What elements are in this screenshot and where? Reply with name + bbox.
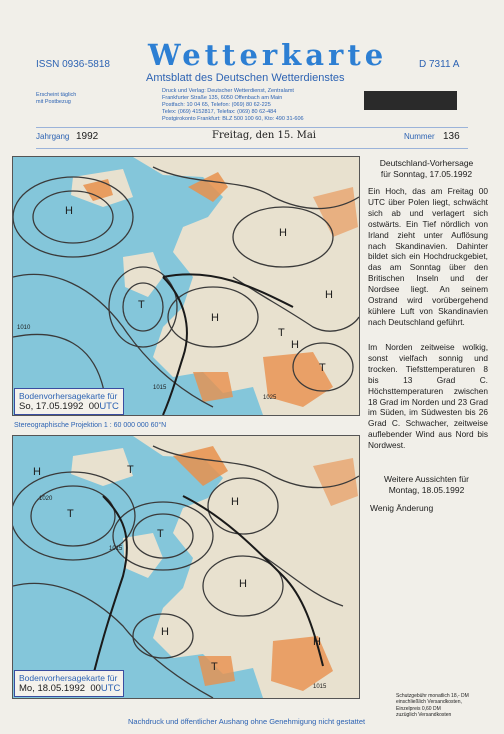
jahrgang-value: 1992 <box>76 131 99 142</box>
pressure-label: H <box>65 205 73 217</box>
publisher-line: Telex: (069) 4152817, Telefax: (069) 80 62-484 <box>162 109 277 115</box>
publication-note <box>36 92 76 106</box>
publisher-line: Postfach: 10 04 65, Telefon: (069) 80 62-225 <box>162 102 271 108</box>
pressure-label: H <box>291 339 299 351</box>
fee-note <box>396 693 469 718</box>
publisher-line: Postgirokonto Frankfurt: BLZ 500 100 60, Kto: 490 31-606 <box>162 116 304 122</box>
issn-number: ISSN 0936-5818 <box>36 59 110 70</box>
caption-title: Bodenvorhersagekarte für <box>19 673 118 683</box>
pressure-label: H <box>279 227 287 239</box>
caption-date <box>19 683 119 694</box>
page-subtitle: Amtsblatt des Deutschen Wetterdienstes <box>146 72 345 84</box>
pressure-label: T <box>211 661 218 673</box>
outlook-heading <box>364 474 489 496</box>
outlook-heading-line: Montag, 18.05.1992 <box>388 485 465 495</box>
nummer-label: Nummer <box>404 132 435 141</box>
caption-unit: UTC <box>100 683 121 694</box>
weather-map-graphic <box>13 436 359 698</box>
caption-time: 00 <box>88 401 100 412</box>
pressure-label: H <box>313 636 321 648</box>
divider <box>36 148 468 149</box>
pressure-label: T <box>278 327 285 339</box>
caption-day: So, 17.05.1992 <box>19 401 84 412</box>
pressure-label: H <box>161 626 169 638</box>
isobar-value: 1015 <box>109 546 123 552</box>
pressure-label: T <box>157 528 164 540</box>
publisher-info <box>162 88 304 123</box>
caption-time: 00 <box>90 683 101 694</box>
forecast-details: Im Norden zeitweise wolkig, sonst vielfach sonnig und trocken. Tiefsttemperaturen 8 bis 13 Grad C. Höchsttemperaturen zwischen 18 Grad im Norden und 23 Grad im Süden, im Südwesten bis 26 Grad C. Schwacher, zeitweise auflebender Wind aus Nord bis Nordwest. <box>368 342 488 451</box>
map-caption <box>14 388 124 415</box>
caption-title: Bodenvorhersagekarte für <box>19 391 118 401</box>
isobar-value: 1015 <box>313 684 327 690</box>
divider <box>36 127 468 128</box>
forecast-map-monday <box>12 435 360 699</box>
issue-date: Freitag, den 15. Mai <box>212 130 316 141</box>
weather-map-graphic <box>13 157 359 415</box>
isobar-value: 1015 <box>153 385 167 391</box>
forecast-map-sunday <box>12 156 360 416</box>
isobar-value: 1010 <box>17 325 31 331</box>
forecast-heading-line: für Sonntag, 17.05.1992 <box>380 169 473 179</box>
nummer-value: 136 <box>443 131 460 142</box>
pressure-label: H <box>211 312 219 324</box>
footer-note: Nachdruck und öffentlicher Aushang ohne Genehmigung nicht gestattet <box>128 717 366 726</box>
publication-note-line: Erscheint täglich <box>36 92 77 98</box>
publisher-line: Frankfurter Straße 135, 6050 Offenbach am Main <box>162 95 283 101</box>
isobar-value: 1020 <box>39 496 53 502</box>
caption-unit: UTC <box>99 401 119 412</box>
publication-note-line: mit Postbezug <box>36 99 71 105</box>
fee-line: einschließlich Versandkosten, <box>396 699 462 706</box>
fee-line: Einzelpreis 0,60 DM <box>396 705 441 712</box>
pressure-label: H <box>239 578 247 590</box>
postal-code: D 7311 A <box>419 59 460 70</box>
outlook-heading-line: Weitere Aussichten für <box>384 474 469 484</box>
pressure-label: T <box>138 299 145 311</box>
forecast-heading <box>364 158 489 180</box>
pressure-label: T <box>127 464 134 476</box>
map-caption <box>14 670 124 697</box>
fee-line: zuzüglich Versandkosten <box>396 711 452 718</box>
pressure-label: H <box>231 496 239 508</box>
projection-note: Stereographische Projektion 1 : 60 000 000 60°N <box>14 422 167 429</box>
caption-date <box>19 401 119 412</box>
jahrgang-label: Jahrgang <box>36 132 70 141</box>
page-title: Wetterkarte <box>148 38 388 72</box>
address-label-redacted <box>364 91 457 110</box>
isobar-value: 1025 <box>263 395 277 401</box>
fee-line: Schutzgebühr monatlich 18,- DM <box>396 693 469 699</box>
pressure-label: T <box>319 362 326 374</box>
forecast-synopsis: Ein Hoch, das am Freitag 00 UTC über Polen liegt, schwächt sich ab und verlagert sich ostwärts. Ein Tief nördlich von Irland zieht unter Auflösung nach Skandinavien. Dahinter bildet sich ein Hochdruckgebiet, das am Sonntag über den Britischen Inseln und der Nordsee liegt. An seinem Ostrand wird vorübergehend kühlere Luft von Skandinavien nach Deutschland geführt. <box>368 186 488 327</box>
caption-day: Mo, 18.05.1992 <box>19 683 86 694</box>
publisher-line: Druck und Verlag: Deutscher Wetterdienst, Zentralamt <box>162 88 294 94</box>
pressure-label: H <box>33 466 41 478</box>
pressure-label: T <box>67 508 74 520</box>
outlook-text: Wenig Änderung <box>370 503 434 513</box>
forecast-heading-line: Deutschland-Vorhersage <box>379 158 474 168</box>
pressure-label: H <box>325 289 333 301</box>
